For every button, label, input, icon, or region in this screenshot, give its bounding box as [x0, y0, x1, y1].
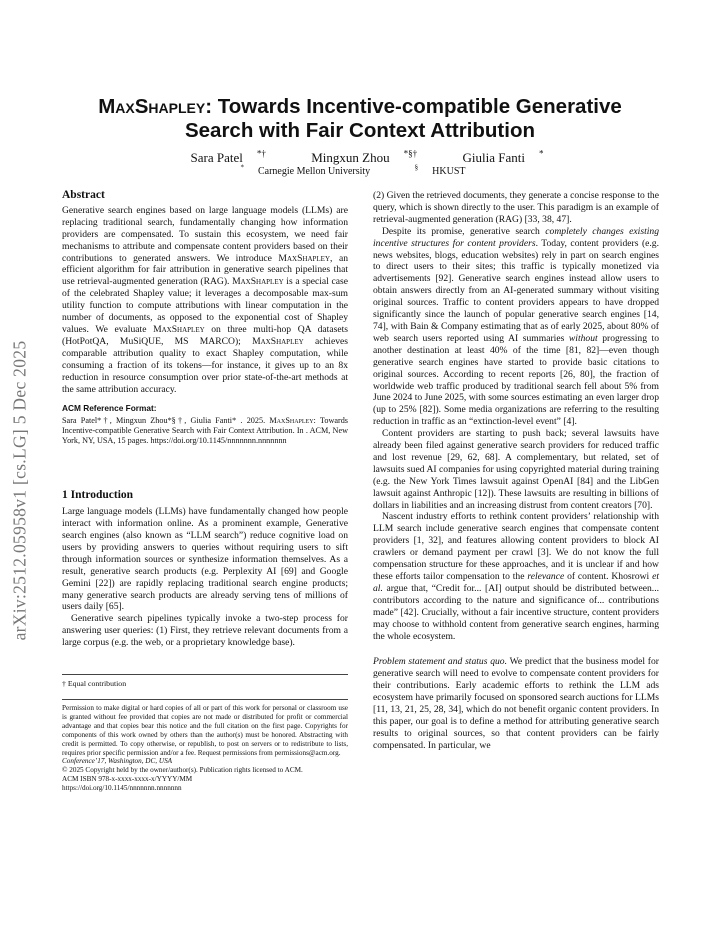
- intro-paragraph: Generative search pipelines typically invoke a two-step process for answering user queries: (1) First, they retrieve relevant documents from a large corpus (e.g. the web, or a proprietary knowledge base).: [62, 613, 348, 649]
- permission-text: Permission to make digital or hard copies of all or part of this work for personal or classroom use is granted without fee provided that copies are not made or distributed for profit or commercial advantage and that copies bear this notice and the full citation on the first page. Copyrights for components of this work owned by others than the author(s) must be honored. Abstracting with credit is permitted. To copy otherwise, or republish, to post on servers or to redistribute to lists, requires prior specific permission and/or a fee. Request permissions from permissions@acm.org.: [62, 704, 348, 757]
- affiliation: § HKUST: [414, 163, 466, 177]
- title-line1: : Towards Incentive-compatible Generative: [205, 95, 622, 118]
- isbn-line: ACM ISBN 978-x-xxxx-xxxx-x/YYYY/MM: [62, 775, 193, 784]
- permission-block: [62, 699, 348, 793]
- author: Mingxun Zhou *§†: [311, 148, 418, 165]
- right-column: [373, 190, 659, 752]
- arxiv-identifier: arXiv:2512.05958v1 [cs.LG] 5 Dec 2025: [9, 340, 30, 641]
- doi-line: https://doi.org/10.1145/nnnnnnn.nnnnnnn: [62, 784, 182, 793]
- affiliation: * Carnegie Mellon University: [240, 163, 371, 177]
- acm-reference-text: Sara Patel*†, Mingxun Zhou*§†, Giulia Fanti* . 2025. MaxShapley: Towards Incentive-compatible Generative Search with Fair Context Attribution. In . ACM, New York, NY, USA, 15 pages. https://doi.org/10.1145/nnnnnnn.nnnnnnn: [62, 416, 348, 446]
- equal-contribution-footnote: † Equal contribution: [62, 674, 348, 688]
- body-paragraph: Nascent industry efforts to rethink content providers’ relationship with LLM search include generative search engines that compensate content providers [1, 32], and features allowing content providers to block AI crawlers or demand payment per crawl [3]. We do not know the full compensation structure for these approaches, and it is unclear if and how these efforts tailor compensation to the relevance of content. Khosrowi et al. argue that, “Credit for... [AI] output should be distributed between... contributors according to the nature and significance of... contributions made” [42]. Crucially, without a fair incentive structure, content providers may choose to withhold content from generative search engines, harming the whole ecosystem.: [373, 511, 659, 642]
- intro-paragraph: Large language models (LLMs) have fundamentally changed how people interact with information online. As a prominent example, Generative search engines (also known as “LLM search”) reduce cognitive load on users by providing answers to queries without requiring users to sift through information sources or synthesize information themselves. As a result, generative search products (e.g. Perplexity AI [69] and Google Gemini [22]) are rapidly replacing traditional search engine products; many generative search products are already serving tens of millions of users daily [65].: [62, 506, 348, 613]
- affiliation-list: [62, 163, 658, 177]
- section-heading-introduction: 1 Introduction: [62, 489, 134, 502]
- abstract-heading: Abstract: [62, 189, 105, 201]
- paper-title: [62, 95, 658, 143]
- body-paragraph: Content providers are starting to push back; several lawsuits have already been filed against generative search providers for reduced traffic and lost revenue [29, 62, 68]. A complementary, but related, set of lawsuits sued AI companies for using copyrighted material during training (e.g. the New York Times lawsuit against OpenAI [84] and the LibGen lawsuit against Anthropic [12]). These lawsuits are resulting in billions of dollars in liabilities and an increasing distrust from content creators [70].: [373, 428, 659, 511]
- body-paragraph: (2) Given the retrieved documents, they generate a concise response to the query, which is shown directly to the user. This paradigm is an example of retrieval-augmented generation (RAG) [33, 38, 47].: [373, 190, 659, 225]
- copyright-line: © 2025 Copyright held by the owner/author(s). Publication rights licensed to ACM.: [62, 766, 303, 775]
- conference-name: Conference’17, Washington, DC, USA: [62, 757, 173, 766]
- acm-reference-heading: ACM Reference Format:: [62, 403, 157, 414]
- title-name: MaxShapley: [98, 95, 206, 118]
- author: Sara Patel *†: [190, 148, 266, 165]
- title-line2: Search with Fair Context Attribution: [184, 119, 536, 142]
- author-list: [62, 150, 658, 166]
- abstract-text: Generative search engines based on large language models (LLMs) are replacing traditional search, fundamentally changing how information providers are compensated. To sustain this ecosystem, we need fair mechanisms to attribute and compensate content providers based on their contributions to generated answers. We introduce MaxShapley, an efficient algorithm for fair attribution in generative search pipelines that use retrieval-augmented generation (RAG). MaxShapley is a special case of the celebrated Shapley value; it leverages a decomposable max-sum utility function to compute attributions with linear computation in the number of documents, as opposed to the exponential cost of Shapley values. We evaluate MaxShapley on three multi-hop QA datasets (HotPotQA, MuSiQUE, MS MARCO); MaxShapley achieves comparable attribution quality to exact Shapley computation, while consuming a fraction of its tokens—for instance, it gives up to an 8x reduction in resource consumption over prior state-of-the-art methods at the same attribution accuracy.: [62, 204, 348, 395]
- left-column: [62, 190, 348, 649]
- author: Giulia Fanti *: [462, 148, 544, 165]
- body-paragraph: Problem statement and status quo. We predict that the business model for generative search will need to evolve to compensate content providers for their contributions. Early academic efforts to rethink the LLM ads ecosystem have primarily focused on sponsored search auctions for LLMs [11, 13, 21, 25, 28, 34], which do not benefit organic content providers. In this paper, our goal is to define a method for attributing generative search results to original sources, so that content providers can be fairly compensated. In particular, we: [373, 656, 659, 751]
- body-paragraph: Despite its promise, generative search completely changes existing incentive structures for content providers. Today, content providers (e.g. news websites, blogs, education websites) rely in part on search engines to direct users to their sites; this traffic is typically monetized via advertisements [92]. Generative search engines instead allow users to obtain answers directly from an AI-generated summary without visiting original sources. Traffic to content providers appears to have dropped significantly since the launch of popular generative search engines [14, 74], with Bain & Company estimating that as of early 2025, about 80% of web search users reported using AI summaries without progressing to another destination at least 40% of the time [81, 82]—even though generative search engines have started to provide basic citations to original sources. According to recent reports [26, 80], the fraction of worldwide web traffic produced by traditional search fell about 5% from June 2024 to June 2025, with some sources estimating an even larger drop (up to 25% [82]). Some media organizations are referring to the resulting reduction in traffic as an “extinction-level event” [4].: [373, 225, 659, 428]
